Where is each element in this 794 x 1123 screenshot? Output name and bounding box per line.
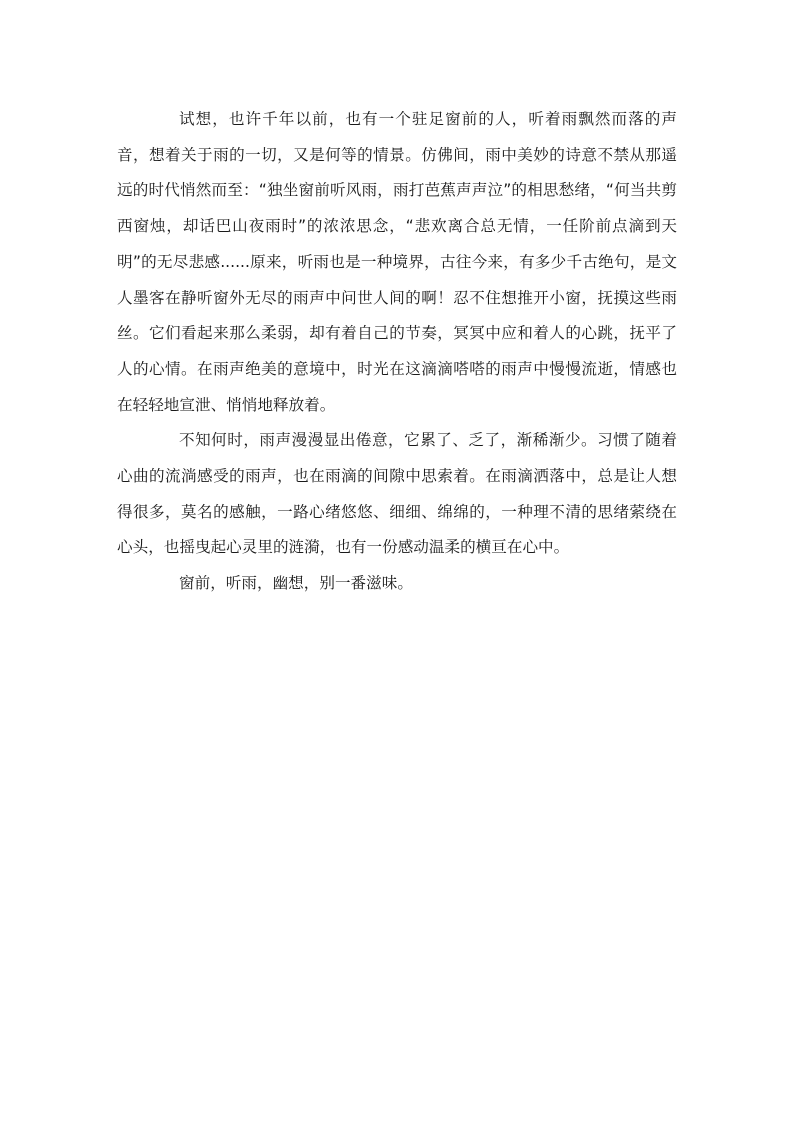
paragraph-3: 窗前，听雨，幽想，别一番滋味。 — [179, 574, 413, 593]
paragraph-2: 不知何时，雨声漫漫显出倦意，它累了、乏了，渐稀渐少。习惯了随着心曲的流淌感受的雨声，也在雨滴的间隙中思索着。在雨滴洒落中，总是让人想得很多，莫名的感触，一路心绪悠悠、细细、绵绵的，一种理不清的思绪萦绕在心头，也摇曳起心灵里的涟漪，也有一份感动温柔的横亘在心中。 — [117, 431, 677, 557]
paragraph-1: 试想，也许千年以前，也有一个驻足窗前的人，听着雨飘然而落的声音，想着关于雨的一切，又是何等的情景。仿佛间，雨中美妙的诗意不禁从那遥远的时代悄然而至：“独坐窗前听风雨，雨打芭蕉声声泣”的相思愁绪，“何当共剪西窗烛，却话巴山夜雨时”的浓浓思念，“悲欢离合总无情，一任阶前点滴到天明”的无尽悲感......原来，听雨也是一种境界，古往今来，有多少千古绝句，是文人墨客在静听窗外无尽的雨声中问世人间的啊！忍不住想推开小窗，抚摸这些雨丝。它们看起来那么柔弱，却有着自己的节奏，冥冥中应和着人的心跳，抚平了人的心情。在雨声绝美的意境中，时光在这滴滴嗒嗒的雨声中慢慢流逝，情感也在轻轻地宣泄、悄悄地释放着。 — [117, 110, 677, 414]
document-body — [117, 102, 677, 602]
